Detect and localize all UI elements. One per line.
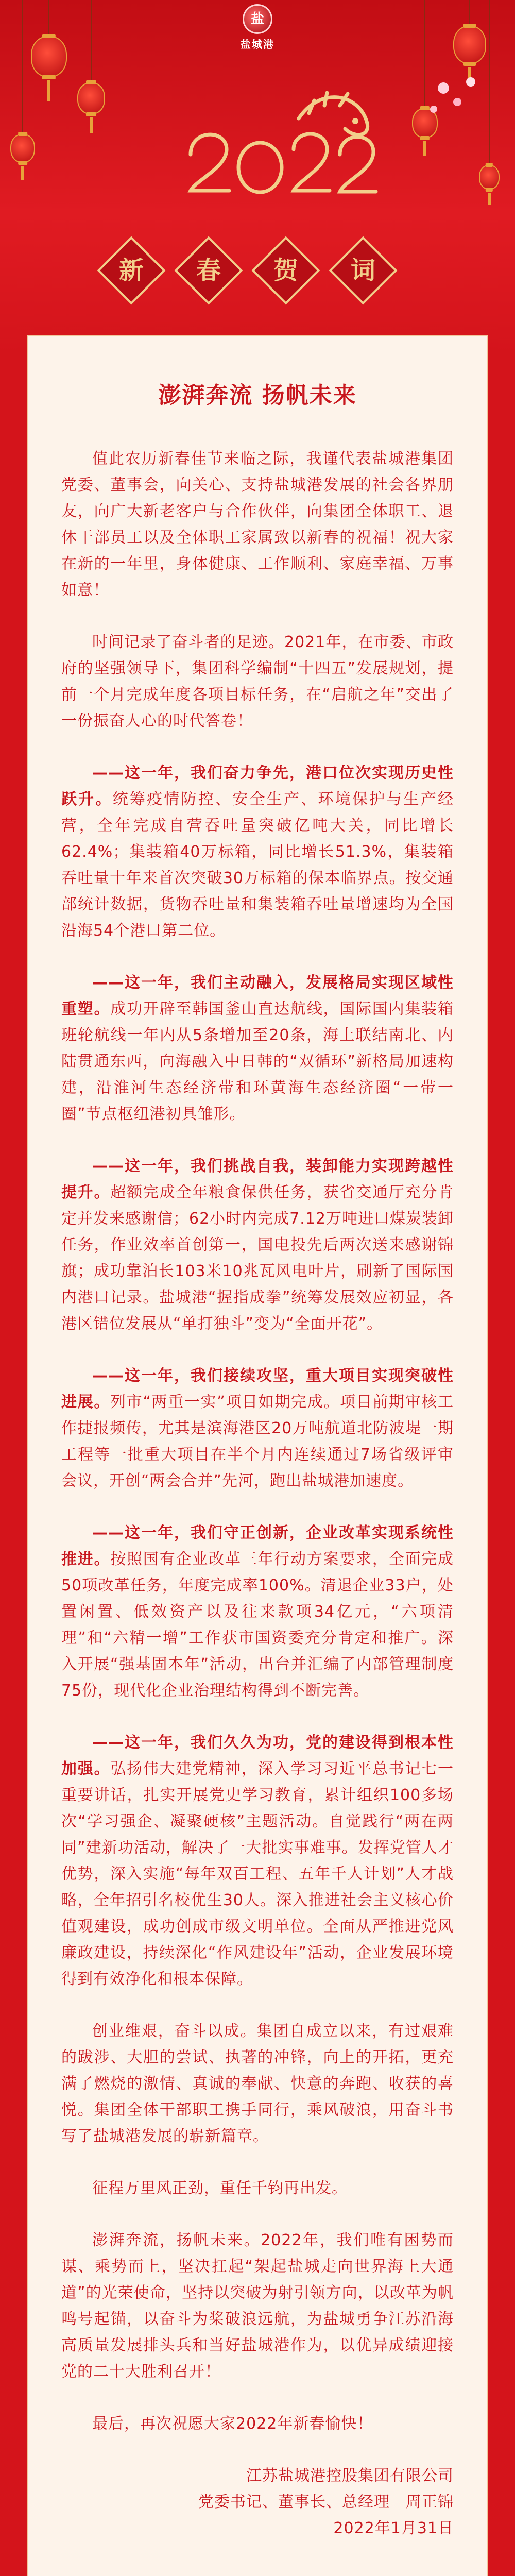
title-char: 新 xyxy=(118,256,144,285)
letter-paragraph xyxy=(61,760,454,944)
signature-date: 2022年1月31日 xyxy=(333,2519,454,2537)
letter-paper xyxy=(27,335,488,2576)
paragraph-text: 澎湃奔流，扬帆未来。2022年，我们唯有困势而谋、乘势而上，坚决扛起“架起盐城走向世界海上大通道”的光荣使命，坚持以突破为射引领方向，以改革为帆鸣号起锚，以奋斗为桨破浪远航，为盐城勇争江苏沿海高质量发展排头兵和当好盐城港作为，以优异成绩迎接党的二十大胜利召开！ xyxy=(61,2231,454,2381)
title-char: 词 xyxy=(350,256,375,285)
signature-role: 党委书记、董事长、总经理 周正锦 xyxy=(198,2493,454,2511)
lantern-icon xyxy=(479,0,500,205)
paragraph-lead: ——这一年，我们挑战自我，装卸能力实现跨越性提升。 xyxy=(61,1157,454,1201)
letter-heading: 澎湃奔流 扬帆未来 xyxy=(158,382,357,409)
title-char: 春 xyxy=(196,256,221,285)
paragraph-text: 值此农历新春佳节来临之际，我谨代表盐城港集团党委、董事会，向关心、支持盐城港发展的社会各界朋友，向广大新老客户与合作伙伴，向集团全体职工、退休干部员工以及全体职工家属致以新春的祝福！祝大家在新的一年里，身体健康、工作顺利、家庭幸福、万事如意！ xyxy=(61,450,454,599)
paragraph-text: 超额完成全年粮食保供任务，获省交通厅充分肯定并发来感谢信；62小时内完成7.12万吨进口煤炭装卸任务，作业效率首创第一，国电投先后两次送来感谢锦旗；成功靠泊长103米10兆瓦风电叶片，刷新了国际国内港口记录。盐城港“握指成拳”统筹发展效应初显，各港区错位发展从“单打独斗”变为“全面开花”。 xyxy=(61,1183,454,1333)
paragraph-text: 征程万里风正劲，重任千钧再出发。 xyxy=(92,2179,348,2197)
letter-paragraph xyxy=(61,446,454,603)
flower-icon xyxy=(453,98,461,106)
logo-name: 盐城港 xyxy=(241,38,274,50)
paragraph-text: 统筹疫情防控、安全生产、环境保护与生产经营，全年完成自营吞吐量突破亿吨大关，同比增长62.4%；集装箱40万标箱，同比增长51.3%，集装箱吞吐量十年来首次突破30万标箱的保本临界点。按交通部统计数据，货物吞吐量和集装箱吞吐量增速均为全国沿海54个港口第二位。 xyxy=(61,790,454,940)
letter-paragraph xyxy=(61,1520,454,1704)
signature-org: 江苏盐城港控股集团有限公司 xyxy=(246,2467,454,2485)
letter-paragraph xyxy=(61,629,454,734)
title-char-box xyxy=(258,242,314,299)
letter-body xyxy=(61,446,454,2437)
paragraph-text: 列市“两重一实”项目如期完成。项目前期审核工作捷报频传，尤其是滨海港区20万吨航道北防波堤一期工程等一批重大项目在半个月内连续通过7场省级评审会议，开创“两会合并”先河，跑出盐城港加速度。 xyxy=(61,1393,454,1490)
paragraph-lead: ——这一年，我们久久为功，党的建设得到根本性加强。 xyxy=(61,1734,454,1778)
title-char: 贺 xyxy=(273,256,298,285)
paragraph-lead: ——这一年，我们奋力争先，港口位次实现历史性跃升。 xyxy=(61,764,454,808)
header-banner xyxy=(0,0,515,355)
letter-paragraph xyxy=(61,2175,454,2201)
paragraph-lead: ——这一年，我们守正创新，企业改革实现系统性推进。 xyxy=(61,1524,454,1568)
letter-paragraph xyxy=(61,1730,454,1992)
paragraph-text: 弘扬伟大建党精神，深入学习习近平总书记七一重要讲话，扎实开展党史学习教育，累计组织100多场次“学习强企、凝聚硬核”主题活动。自觉践行“两在两同”建新功活动，解决了一大批实事难事。发挥党管人才优势，深入实施“每年双百工程、五年千人计划”人才战略，全年招引名校优生30人。深入推进社会主义核心价值观建设，成功创成市级文明单位。全面从严推进党风廉政建设，持续深化“作风建设年”活动，企业发展环境得到有效净化和根本保障。 xyxy=(61,1760,454,1988)
title-row xyxy=(0,242,515,314)
tiger-2022-artwork xyxy=(170,77,386,211)
letter-paragraph xyxy=(61,1363,454,1494)
flower-icon xyxy=(430,106,437,113)
paragraph-text: 创业维艰，奋斗以成。集团自成立以来，有过艰难的跋涉、大胆的尝试、执著的冲锋，向上的开拓，更充满了燃烧的激情、真诚的奉献、快意的奔跑、收获的喜悦。集团全体干部职工携手同行，乘风破浪，用奋斗书写了盐城港发展的崭新篇章。 xyxy=(61,2022,454,2145)
title-char-box xyxy=(103,242,160,299)
lantern-icon xyxy=(77,0,105,133)
letter-paragraph xyxy=(61,970,454,1127)
title-char-box xyxy=(335,242,391,299)
letter-paragraph xyxy=(61,1153,454,1337)
logo-mark: 盐 xyxy=(243,4,272,34)
lantern-icon xyxy=(412,0,438,156)
paragraph-text: 按照国有企业改革三年行动方案要求，全面完成50项改革任务，年度完成率100%。清退企业33户，处置闲置、低效资产以及往来款项34亿元，“六项清理”和“六精一增”工作获市国资委充分肯定和推广。深入开展“强基固本年”活动，出台并汇编了内部管理制度75份，现代化企业治理结构得到不断完善。 xyxy=(61,1550,454,1700)
paragraph-text: 最后，再次祝愿大家2022年新春愉快！ xyxy=(92,2415,373,2433)
flower-icon xyxy=(466,77,475,87)
letter-paragraph xyxy=(61,2227,454,2385)
paragraph-lead: ——这一年，我们主动融入，发展格局实现区域性重塑。 xyxy=(61,974,454,1018)
signature-block xyxy=(61,2463,454,2541)
lantern-icon xyxy=(31,0,67,101)
flower-icon xyxy=(438,82,449,94)
letter-paragraph xyxy=(61,2018,454,2149)
paragraph-text: 时间记录了奋斗者的足迹。2021年，在市委、市政府的坚强领导下，集团科学编制“十四五”发展规划，提前一个月完成年度各项目标任务，在“启航之年”交出了一份振奋人心的时代答卷！ xyxy=(61,633,454,730)
paragraph-lead: ——这一年，我们接续攻坚，重大项目实现突破性进展。 xyxy=(61,1367,454,1411)
letter-paragraph xyxy=(61,2411,454,2437)
company-logo xyxy=(227,4,288,50)
title-char-box xyxy=(180,242,237,299)
paragraph-text: 成功开辟至韩国釜山直达航线，国际国内集装箱班轮航线一年内从5条增加至20条，海上联结南北、内陆贯通东西，向海融入中日韩的“双循环”新格局加速构建，沿淮河生态经济带和环黄海生态经济圈“一带一圈”节点枢纽港初具雏形。 xyxy=(61,1000,454,1123)
lantern-icon xyxy=(10,0,35,180)
